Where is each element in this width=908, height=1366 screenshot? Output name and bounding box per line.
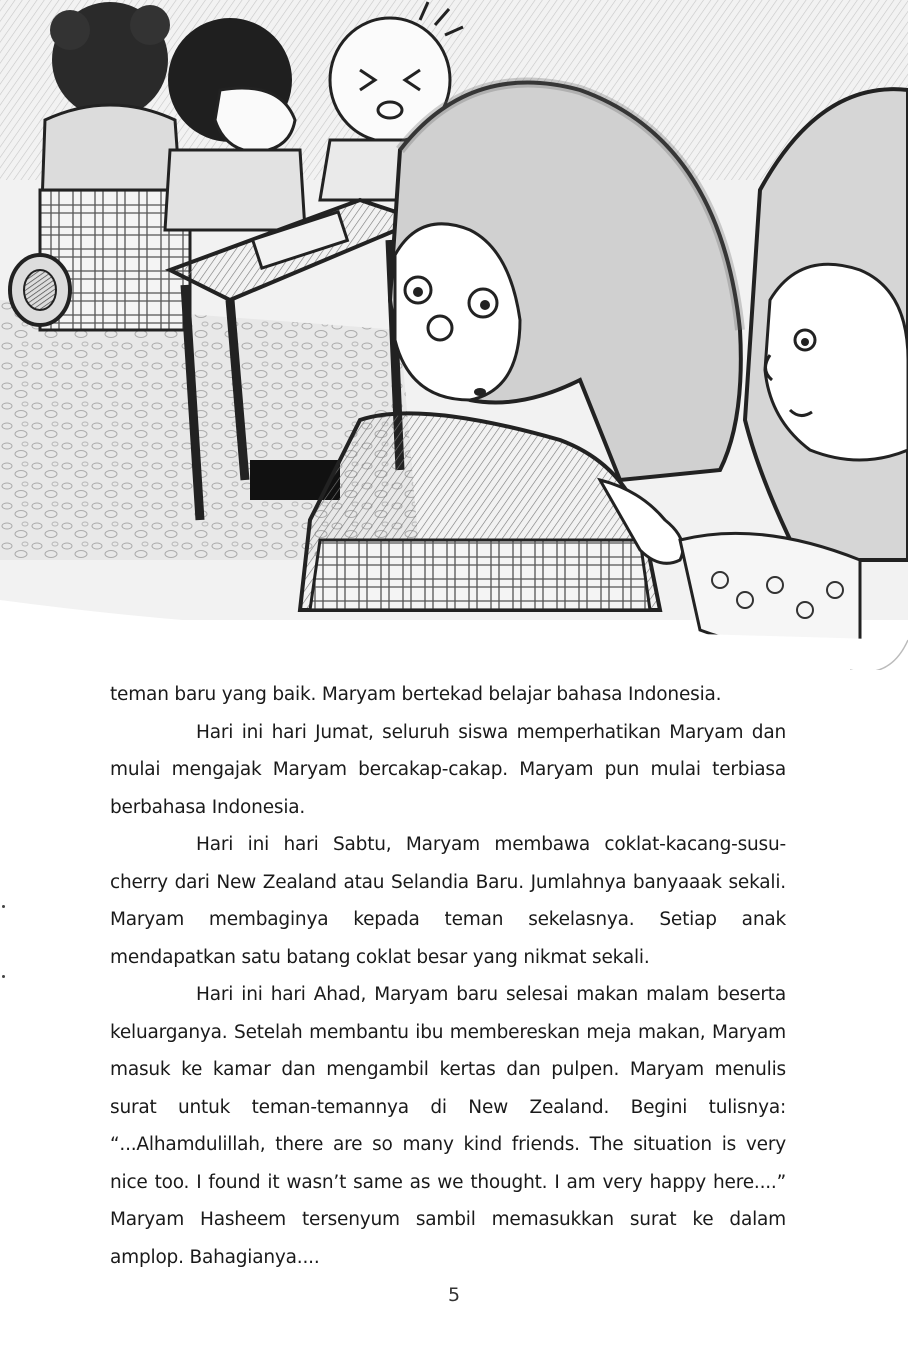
- paragraph-2: Hari ini hari Jumat, seluruh siswa memperhatikan Maryam dan mulai mengajak Maryam bercakap-cakap. Maryam pun mulai terbiasa berbahasa Indonesia.: [110, 721, 786, 818]
- page-number: 5: [447, 1284, 461, 1306]
- classroom-scene-illustration-icon: [0, 0, 908, 670]
- story-text: [110, 676, 786, 1276]
- paragraph-3: Hari ini hari Sabtu, Maryam membawa coklat-kacang-susu-cherry dari New Zealand atau Selandia Baru. Jumlahnya banyaaak sekali. Maryam membaginya kepada teman sekelasnya. Setiap anak mendapatkan satu batang coklat besar yang nikmat sekali.: [110, 834, 786, 968]
- paragraph-1: teman baru yang baik. Maryam bertekad belajar bahasa Indonesia.: [110, 684, 722, 705]
- scan-mark: [2, 905, 5, 908]
- scan-mark: [2, 975, 5, 978]
- classroom-illustration: [0, 0, 908, 670]
- paragraph-4: Hari ini hari Ahad, Maryam baru selesai makan malam beserta keluarganya. Setelah membantu ibu membereskan meja makan, Maryam masuk ke kamar dan mengambil kertas dan pulpen. Maryam menulis surat untuk teman-temannya di New Zealand. Begini tulisnya: “...Alhamdulillah, there are so many kind friends. The situation is very nice too. I found it wasn’t same as we thought. I am very happy here....” Maryam Hasheem tersenyum sambil memasukkan surat ke dalam amplop. Bahagianya....: [110, 984, 786, 1268]
